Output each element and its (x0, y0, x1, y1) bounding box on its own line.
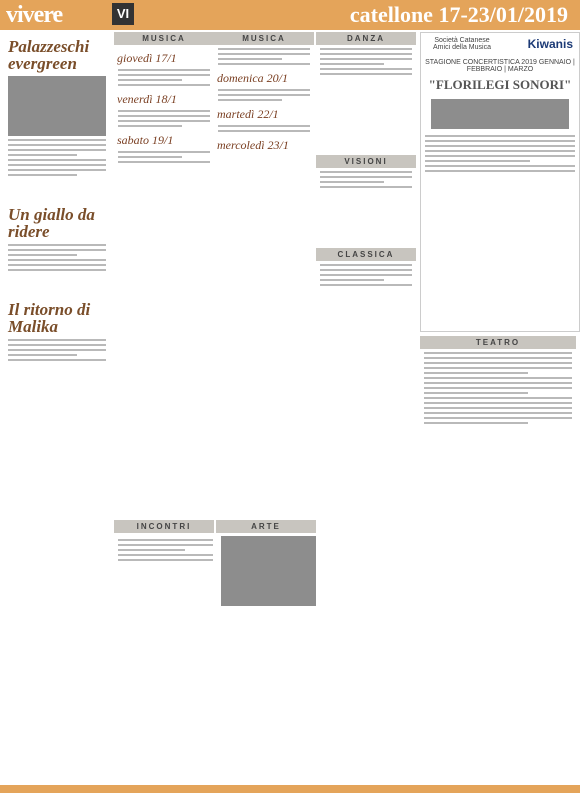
events-column (114, 520, 316, 780)
feature-title-1: Palazzeschi evergreen (8, 37, 90, 73)
listing (114, 69, 214, 86)
photo (221, 536, 316, 606)
ad-sponsor: Kiwanis (527, 37, 573, 51)
date-heading: martedì 22/1 (217, 107, 279, 121)
date-heading: domenica 20/1 (217, 71, 288, 85)
footer-bar (0, 785, 580, 793)
section-header: DANZA (316, 32, 416, 45)
ad-photo (431, 99, 569, 129)
left-column (4, 32, 110, 782)
section-header: INCONTRI (114, 520, 214, 533)
brand-title: vivere (6, 2, 63, 28)
header-date: catellone 17-23/01/2019 (349, 2, 568, 27)
body-text (4, 339, 110, 361)
music-column (114, 32, 214, 552)
dance-column (316, 32, 416, 792)
listing (316, 171, 416, 188)
listing (316, 48, 416, 75)
section-header: MUSICA (214, 32, 314, 45)
listing (420, 352, 576, 424)
ad-org: Società Catanese Amici della Musica (433, 37, 491, 51)
date-heading: giovedì 17/1 (117, 51, 177, 65)
feature-title-3: Il ritorno di Malika (8, 300, 91, 336)
date-heading: mercoledì 23/1 (217, 138, 289, 152)
section-header: CLASSICA (316, 248, 416, 261)
listing (214, 48, 314, 65)
concert-ad (420, 32, 580, 332)
page-label: VI (112, 3, 134, 25)
ad-subtitle: STAGIONE CONCERTISTICA 2019 GENNAIO | FEBBRAIO | MARZO (425, 59, 575, 73)
listing (114, 110, 214, 127)
date-heading: venerdì 18/1 (117, 92, 177, 106)
photo (8, 76, 106, 136)
section-header: TEATRO (420, 336, 576, 349)
body-text (4, 244, 110, 271)
listing (316, 264, 416, 286)
listing (214, 89, 314, 101)
section-header: ARTE (216, 520, 316, 533)
listing (214, 125, 314, 132)
section-header: MUSICA (114, 32, 214, 45)
listing (114, 536, 217, 606)
ad-listing (421, 135, 579, 172)
date-heading: sabato 19/1 (117, 133, 174, 147)
ad-title: "FLORILEGI SONORI" (428, 77, 572, 92)
music-column-2 (214, 32, 314, 552)
listing (114, 151, 214, 163)
header-bar (0, 0, 580, 30)
body-text (4, 139, 110, 176)
theatre-column (420, 336, 576, 776)
section-header: VISIONI (316, 155, 416, 168)
feature-title-2: Un giallo da ridere (8, 205, 95, 241)
